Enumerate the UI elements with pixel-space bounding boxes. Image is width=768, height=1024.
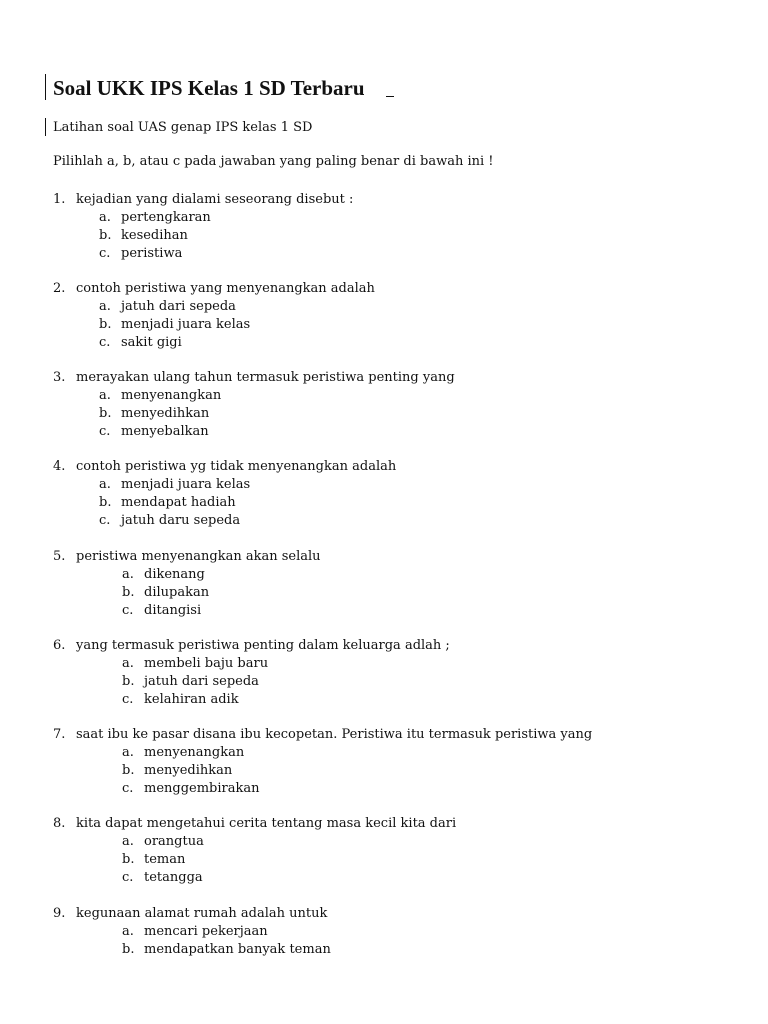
question-text: contoh peristiwa yg tidak menyenangkan adalah (76, 459, 397, 474)
option-text: menjadi juara kelas (121, 317, 251, 332)
option-letter: b. (122, 585, 135, 600)
option-text: tetangga (144, 870, 203, 885)
option-text: jatuh dari sepeda (121, 299, 236, 314)
question-text: contoh peristiwa yang menyenangkan adalah (76, 281, 375, 296)
option-text: ditangisi (144, 603, 202, 618)
question-number: 7. (53, 727, 66, 742)
option-text: dilupakan (144, 585, 210, 600)
option-text: teman (144, 852, 186, 867)
option-text: sakit gigi (121, 335, 182, 350)
question-number: 5. (53, 549, 66, 564)
option-text: pertengkaran (121, 210, 211, 225)
question-number: 3. (53, 370, 66, 385)
option-letter: b. (99, 406, 112, 421)
option-letter: c. (99, 513, 111, 528)
subtitle-margin-bar (45, 118, 46, 136)
question-text: kegunaan alamat rumah adalah untuk (76, 906, 328, 921)
option-text: mendapat hadiah (121, 495, 236, 510)
option-text: menjadi juara kelas (121, 477, 251, 492)
question-text: kejadian yang dialami seseorang disebut : (76, 192, 354, 207)
question-number: 9. (53, 906, 66, 921)
option-letter: a. (122, 924, 134, 939)
option-text: jatuh daru sepeda (121, 513, 241, 528)
question-number: 2. (53, 281, 66, 296)
option-letter: b. (122, 763, 135, 778)
option-letter: c. (122, 781, 134, 796)
option-letter: c. (99, 246, 111, 261)
option-text: mendapatkan banyak teman (144, 942, 331, 957)
option-letter: a. (99, 477, 111, 492)
option-text: kesedihan (121, 228, 188, 243)
question-number: 4. (53, 459, 66, 474)
option-letter: c. (122, 603, 134, 618)
question-text: peristiwa menyenangkan akan selalu (76, 549, 321, 564)
option-letter: a. (99, 299, 111, 314)
option-letter: c. (99, 335, 111, 350)
question-text: yang termasuk peristiwa penting dalam keluarga adlah ; (76, 638, 450, 653)
title-cursor-underline (386, 96, 394, 97)
question-number: 1. (53, 192, 66, 207)
question-number: 8. (53, 816, 66, 831)
option-text: membeli baju baru (144, 656, 269, 671)
option-text: menyenangkan (144, 745, 245, 760)
option-text: mencari pekerjaan (144, 924, 268, 939)
option-letter: a. (122, 656, 134, 671)
question-text: merayakan ulang tahun termasuk peristiwa penting yang (76, 370, 455, 385)
option-text: peristiwa (121, 246, 183, 261)
option-letter: b. (122, 942, 135, 957)
option-text: menggembirakan (144, 781, 260, 796)
option-letter: b. (99, 228, 112, 243)
option-letter: b. (99, 495, 112, 510)
option-text: menyenangkan (121, 388, 222, 403)
option-text: menyedihkan (144, 763, 233, 778)
option-letter: a. (99, 210, 111, 225)
title-margin-bar (45, 74, 46, 100)
option-letter: c. (122, 870, 134, 885)
option-text: menyebalkan (121, 424, 209, 439)
question-number: 6. (53, 638, 66, 653)
document-subtitle: Latihan soal UAS genap IPS kelas 1 SD (53, 120, 313, 135)
option-text: menyedihkan (121, 406, 210, 421)
question-text: kita dapat mengetahui cerita tentang masa kecil kita dari (76, 816, 457, 831)
option-letter: b. (122, 852, 135, 867)
option-letter: c. (99, 424, 111, 439)
option-letter: b. (122, 674, 135, 689)
option-text: orangtua (144, 834, 204, 849)
option-letter: a. (99, 388, 111, 403)
document-title: Soal UKK IPS Kelas 1 SD Terbaru (53, 76, 365, 100)
option-text: dikenang (144, 567, 205, 582)
option-letter: a. (122, 745, 134, 760)
question-text: saat ibu ke pasar disana ibu kecopetan. Peristiwa itu termasuk peristiwa yang (76, 727, 593, 742)
option-letter: a. (122, 834, 134, 849)
option-letter: b. (99, 317, 112, 332)
instruction-text: Pilihlah a, b, atau c pada jawaban yang paling benar di bawah ini ! (53, 154, 494, 169)
option-letter: c. (122, 692, 134, 707)
option-text: jatuh dari sepeda (144, 674, 259, 689)
option-letter: a. (122, 567, 134, 582)
option-text: kelahiran adik (144, 692, 239, 707)
